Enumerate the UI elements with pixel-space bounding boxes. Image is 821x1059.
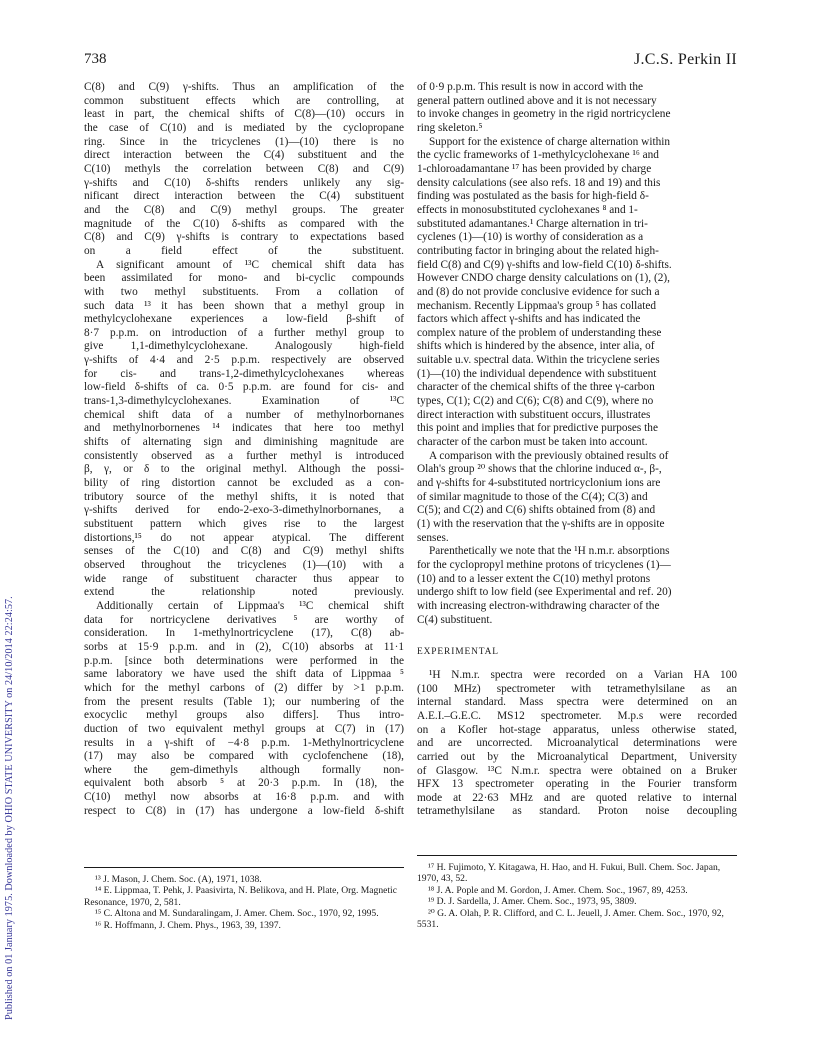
- journal-title: J.C.S. Perkin II: [633, 51, 737, 68]
- page-number: 738: [84, 51, 107, 67]
- footnote: ¹⁶ R. Hoffmann, J. Chem. Phys., 1963, 39, 1397.: [95, 919, 281, 931]
- footnote: ¹⁵ C. Altona and M. Sundaralingam, J. Amer. Chem. Soc., 1970, 92, 1995.: [95, 908, 379, 920]
- paragraph: Support for the existence of charge alternation within the cyclic frameworks of 1-methylcyclohexane ¹⁶ and 1-chloroadamantane ¹⁷ has been provided by charge density calculations (see also refs. 18 and 19) and this finding was postulated as the basis for high-field δ- effects in monosubstituted cyclohexanes ⁸ and 1- substituted adamantanes.¹ Charge alternation in tri- cyclenes (1)—(10) is worthy of consideration as a contributing factor in bringing about the related high- field C(8) and C(9) γ-shifts and low-field C(10) δ-shifts. However CNDO charge density calculations on (1), (2), and (8) do not provide conclusive evidence for such a mechanism. Recently Lippmaa's group ⁵ has collated factors which affect γ-shifts and has indicated the complex nature of the problem of understanding these shifts which is hindered by the absence, inter alia, of suitable u.v. spectral data. Within the tricyclene series (1)—(10) the individual dependence with substituent character of the chemical shifts of the three γ-carbon types, C(1); C(2) and C(6); C(8) and C(9), where no direct interaction with substituent occurs, illustrates this point and implies that for predictive purposes the character of the carbon must be taken into account.: [417, 135, 672, 449]
- paragraph: Parenthetically we note that the ¹H n.m.r. absorptions for the cyclopropyl methine protons of tricyclenes (1)— (10) and to a lesser extent the C(10) methyl protons undergo shift to low field (see Experimental and ref. 20) with increasing electron-withdrawing character of the C(4) substituent.: [417, 545, 672, 626]
- footnote: ¹³ J. Mason, J. Chem. Soc. (A), 1971, 1038.: [95, 874, 262, 885]
- paragraph: C(8) and C(9) γ-shifts. Thus an amplification of the common substituent effects which are controlling, at least in part, the chemical shifts of C(8)—(10) occurs in the case of C(10) and is mediated by the cyclopropane ring. Since in the tricyclenes (1)—(10) there is no direct interaction between the C(4) substituent and the C(10) methyls the correlation between C(8) and C(9) γ-shifts and C(10) δ-shifts renders unlikely any sig- nificant direct interaction between the C(4) substituent and the C(8) and C(9) methyl groups. The greater magnitude of the C(10) δ-shifts as compared with the C(8) and C(9) γ-shifts is contrary to expectations based on a field effect of the substituent.: [84, 81, 404, 257]
- footnotes-left: [84, 867, 404, 931]
- paragraph: A comparison with the previously obtained results of Olah's group ²⁰ shows that the chlorine induced α-, β-, and γ-shifts for 4-substituted nortricyclonium ions are of similar magnitude to those of the C(4); C(3) and C(5); and C(2) and C(6) shifts obtained from (8) and (1) with the reservation that the γ-shifts are in opposite senses.: [417, 449, 669, 544]
- paragraph: ¹H N.m.r. spectra were recorded on a Varian HA 100 (100 MHz) spectrometer with tetramethylsilane as an internal standard. Mass spectra were determined on an A.E.I.–G.E.C. MS12 spectrometer. M.p.s were recorded on a Kofler hot-stage apparatus, unless otherwise stated, and are uncorrected. Microanalytical determinations were carried out by the Microanalytical Department, University of Glasgow. ¹³C N.m.r. spectra were obtained on a Bruker HFX 13 spectrometer operating in the Fourier transform mode at 22·63 MHz and are quoted relative to internal tetramethylsilane as standard. Proton noise decoupling: [417, 668, 737, 818]
- footnote: ¹⁴ E. Lippmaa, T. Pehk, J. Paasivirta, N. Belikova, and H. Plate, Org. Magnetic Resonance, 1970, 2, 581.: [84, 885, 397, 908]
- section-heading: EXPERIMENTAL: [417, 647, 499, 658]
- footnote-rule: [84, 867, 404, 868]
- footnotes-right: [417, 855, 737, 930]
- paragraph: A significant amount of ¹³C chemical shift data has been assimilated for mono- and bi-cyclic compounds with two methyl substituents. From a collation of such data ¹³ it has been shown that a methyl group in methylcyclohexane experiences a low-field β-shift of 8·7 p.p.m. on introduction of a further methyl group to give 1,1-dimethylcyclohexane. Analogously high-field γ-shifts of 4·4 and 2·5 p.p.m. respectively are observed for cis- and trans-1,2-dimethylcyclohexanes whereas low-field δ-shifts of ca. 0·5 p.p.m. are found for cis- and trans-1,3-dimethylcyclohexanes. Examination of ¹³C chemical shift data of a number of methylnorbornanes and methylnorbornenes ¹⁴ indicates that here too methyl shifts of alternating sign and diminishing magnitude are consistently observed as a further methyl is introduced β, γ, or δ to the original methyl. Although the possi- bility of ring distortion cannot be excluded as a con- tributory source of the methyl shifts, it is noted that γ-shifts derived for endo-2-exo-3-dimethylnorbornanes, a substituent pattern which gives rise to the largest distortions,¹⁵ do not appear atypical. The different senses of the C(10) and C(8) and C(9) methyl shifts observed throughout the tricyclenes (1)—(10) with a wide range of substituent character thus appear to extend the relationship noted previously.: [84, 258, 404, 599]
- footnote: ²⁰ G. A. Olah, P. R. Clifford, and C. L. Jeuell, J. Amer. Chem. Soc., 1970, 92, 5531.: [417, 907, 724, 931]
- footnote-rule: [417, 855, 737, 856]
- footnote: ¹⁸ J. A. Pople and M. Gordon, J. Amer. Chem. Soc., 1967, 89, 4253.: [428, 884, 688, 896]
- footnote: ¹⁹ D. J. Sardella, J. Amer. Chem. Soc., 1973, 95, 3809.: [428, 896, 637, 908]
- paragraph: of 0·9 p.p.m. This result is now in accord with the general pattern outlined above and it is not necessary to invoke changes in geometry in the rigid nortricyclene ring skeleton.⁵: [417, 81, 671, 134]
- download-watermark: Published on 01 January 1975. Downloaded by OHIO STATE UNIVERSITY on 24/10/2014 22:24:57.: [4, 596, 15, 1020]
- right-column: [417, 81, 737, 819]
- footnote: ¹⁷ H. Fujimoto, Y. Kitagawa, H. Hao, and H. Fukui, Bull. Chem. Soc. Japan, 1970, 43, 52.: [417, 862, 721, 885]
- left-column: [84, 81, 404, 818]
- paragraph: Additionally certain of Lippmaa's ¹³C chemical shift data for nortricyclene derivatives ⁵ are worthy of consideration. In 1-methylnortricyclene (17), C(8) ab- sorbs at 15·9 p.p.m. and in (2), C(10) absorbs at 11·1 p.p.m. [since both determinations were performed in the same laboratory we have used the shift data of Lippmaa ⁵ which for the methyl carbons of (2) differ by >1 p.p.m. from the present results (Table 1); our numbering of the exocyclic methyl groups also differs]. Thus intro- duction of two equivalent methyl groups at C(7) in (17) results in a γ-shift of −4·8 p.p.m. 1-Methylnortricyclene (17) may also be compared with cyclofenchene (18), where the gem-dimethyls although formally non- equivalent both absorb ⁵ at 20·3 p.p.m. In (18), the C(10) methyl now absorbs at 16·8 p.p.m. and with respect to C(8) in (17) has undergone a low-field δ-shift: [84, 599, 404, 817]
